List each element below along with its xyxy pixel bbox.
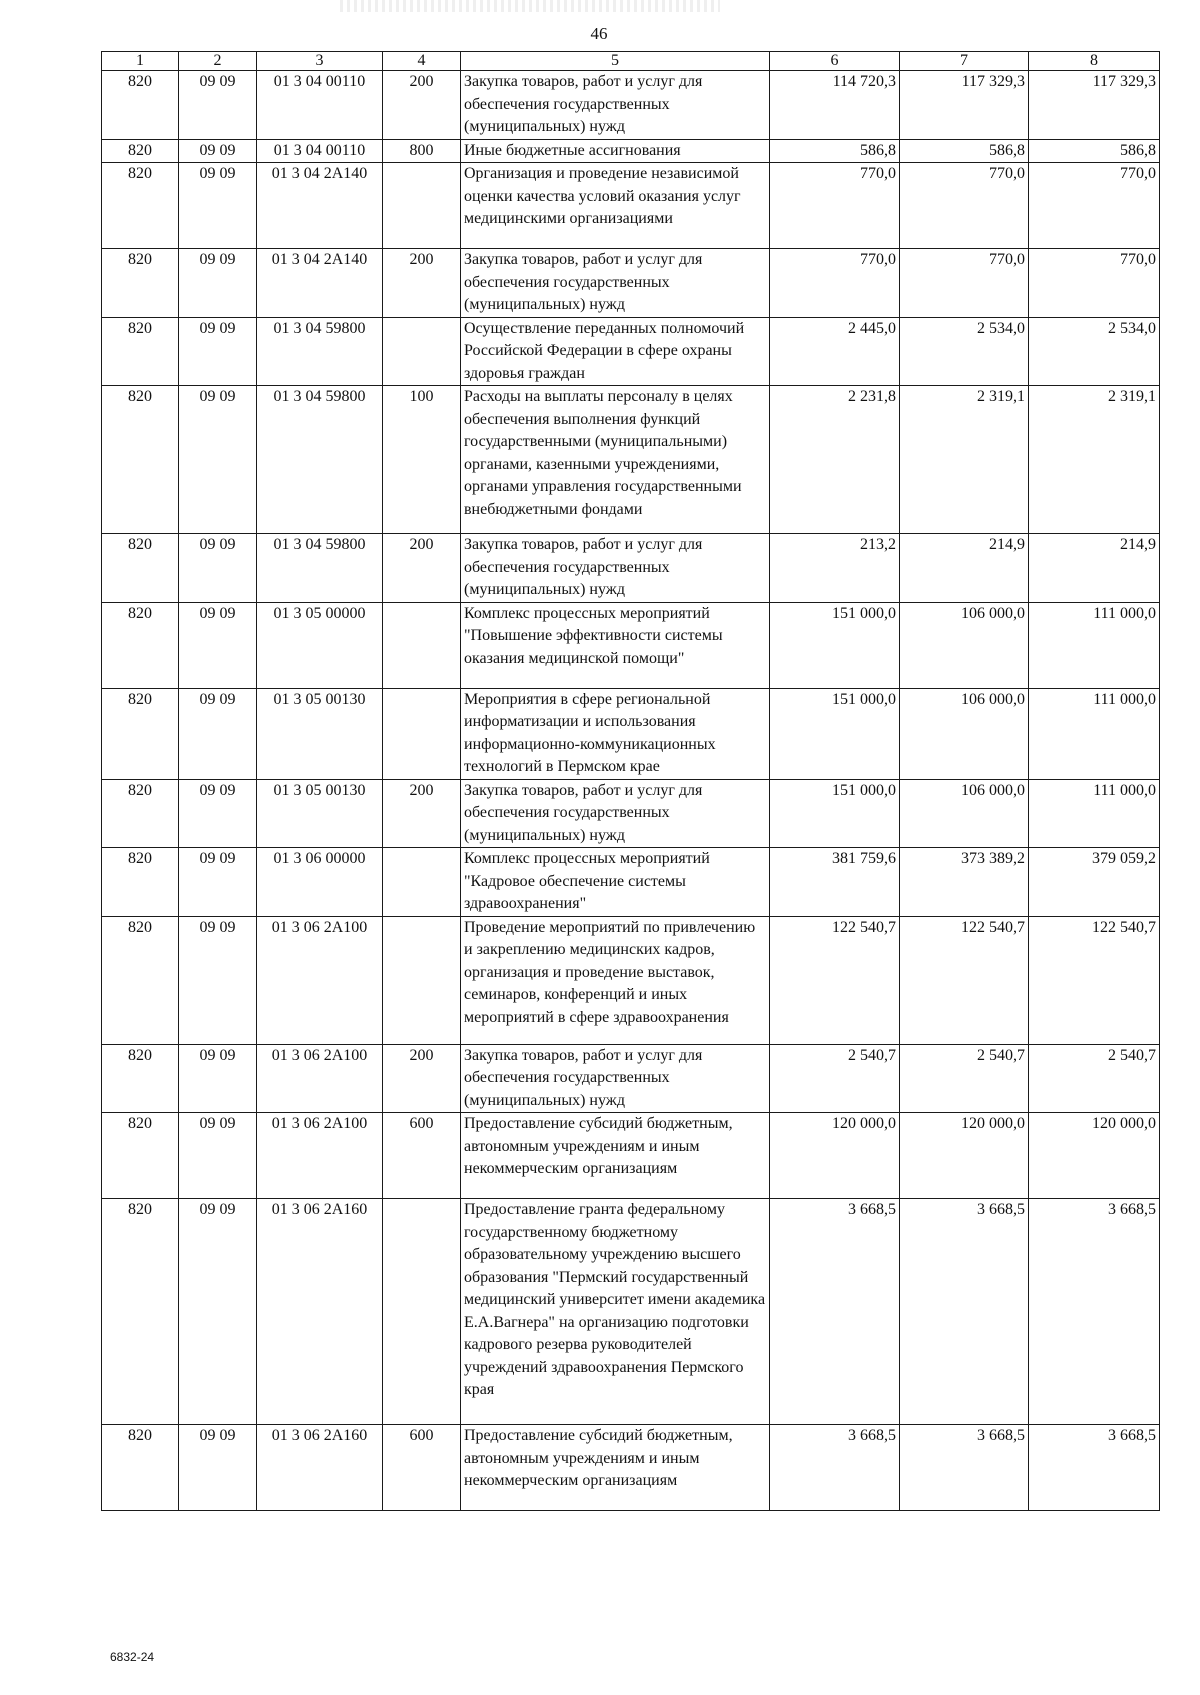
- cell-target-article: 01 3 04 59800: [257, 534, 383, 603]
- cell-target-article: 01 3 06 00000: [257, 848, 383, 917]
- cell-section-code: 09 09: [179, 1044, 257, 1113]
- cell-amount-year-3: 111 000,0: [1029, 602, 1160, 688]
- cell-description: Закупка товаров, работ и услуг для обеспечения государственных (муниципальных) нужд: [461, 249, 770, 318]
- cell-expense-type: [383, 602, 461, 688]
- cell-amount-year-3: 379 059,2: [1029, 848, 1160, 917]
- cell-amount-year-2: 373 389,2: [900, 848, 1029, 917]
- cell-expense-type: [383, 1199, 461, 1425]
- cell-ministry-code: 820: [102, 139, 179, 163]
- table-row: [102, 249, 1160, 318]
- cell-expense-type: [383, 848, 461, 917]
- cell-section-code: 09 09: [179, 71, 257, 140]
- cell-ministry-code: 820: [102, 916, 179, 1044]
- column-number-header: [102, 52, 1160, 71]
- cell-expense-type: [383, 916, 461, 1044]
- cell-amount-year-3: 586,8: [1029, 139, 1160, 163]
- cell-target-article: 01 3 04 00110: [257, 71, 383, 140]
- cell-expense-type: 200: [383, 71, 461, 140]
- cell-section-code: 09 09: [179, 916, 257, 1044]
- cell-ministry-code: 820: [102, 386, 179, 534]
- table-row: [102, 602, 1160, 688]
- cell-amount-year-2: 770,0: [900, 163, 1029, 249]
- cell-expense-type: 800: [383, 139, 461, 163]
- column-header: 4: [383, 52, 461, 71]
- cell-ministry-code: 820: [102, 779, 179, 848]
- cell-expense-type: 600: [383, 1425, 461, 1511]
- cell-amount-year-2: 2 534,0: [900, 317, 1029, 386]
- cell-expense-type: 200: [383, 534, 461, 603]
- scan-noise: [340, 0, 720, 12]
- cell-amount-year-2: 117 329,3: [900, 71, 1029, 140]
- cell-amount-year-3: 122 540,7: [1029, 916, 1160, 1044]
- cell-description: Осуществление переданных полномочий Российской Федерации в сфере охраны здоровья граждан: [461, 317, 770, 386]
- cell-amount-year-3: 117 329,3: [1029, 71, 1160, 140]
- cell-target-article: 01 3 04 59800: [257, 317, 383, 386]
- cell-expense-type: [383, 163, 461, 249]
- cell-amount-year-3: 3 668,5: [1029, 1199, 1160, 1425]
- cell-amount-year-2: 214,9: [900, 534, 1029, 603]
- cell-amount-year-1: 2 231,8: [770, 386, 900, 534]
- column-header: 7: [900, 52, 1029, 71]
- cell-amount-year-1: 151 000,0: [770, 688, 900, 779]
- cell-target-article: 01 3 06 2А100: [257, 916, 383, 1044]
- column-header: 6: [770, 52, 900, 71]
- cell-amount-year-1: 122 540,7: [770, 916, 900, 1044]
- table-row: [102, 1199, 1160, 1425]
- cell-expense-type: 100: [383, 386, 461, 534]
- cell-amount-year-3: 3 668,5: [1029, 1425, 1160, 1511]
- table-row: [102, 71, 1160, 140]
- cell-description: Расходы на выплаты персоналу в целях обеспечения выполнения функций государственными (муниципальными) органами, казенными учреждениями, органами управления государственными внебюджетными фондами: [461, 386, 770, 534]
- cell-target-article: 01 3 05 00000: [257, 602, 383, 688]
- cell-ministry-code: 820: [102, 163, 179, 249]
- cell-amount-year-1: 151 000,0: [770, 602, 900, 688]
- page-number: 46: [590, 24, 608, 43]
- table-row: [102, 139, 1160, 163]
- table-row: [102, 163, 1160, 249]
- cell-expense-type: [383, 317, 461, 386]
- cell-amount-year-3: 120 000,0: [1029, 1113, 1160, 1199]
- cell-description: Организация и проведение независимой оценки качества условий оказания услуг медицинскими организациями: [461, 163, 770, 249]
- cell-description: Предоставление субсидий бюджетным, автономным учреждениям и иным некоммерческим организациям: [461, 1113, 770, 1199]
- cell-description: Комплекс процессных мероприятий "Кадровое обеспечение системы здравоохранения": [461, 848, 770, 917]
- cell-section-code: 09 09: [179, 1425, 257, 1511]
- cell-description: Иные бюджетные ассигнования: [461, 139, 770, 163]
- cell-amount-year-2: 2 540,7: [900, 1044, 1029, 1113]
- cell-amount-year-3: 111 000,0: [1029, 779, 1160, 848]
- table-body: [102, 71, 1160, 1511]
- cell-expense-type: [383, 688, 461, 779]
- cell-amount-year-1: 770,0: [770, 163, 900, 249]
- cell-description: Закупка товаров, работ и услуг для обеспечения государственных (муниципальных) нужд: [461, 1044, 770, 1113]
- cell-ministry-code: 820: [102, 1113, 179, 1199]
- cell-section-code: 09 09: [179, 317, 257, 386]
- cell-expense-type: 200: [383, 779, 461, 848]
- cell-amount-year-3: 2 540,7: [1029, 1044, 1160, 1113]
- cell-section-code: 09 09: [179, 1113, 257, 1199]
- cell-description: Предоставление гранта федеральному государственному бюджетному образовательному учреждению высшего образования "Пермский государственный медицинский университет имени академика Е.А.Вагнера" на организацию подготовки кадрового резерва руководителей учреждений здравоохранения Пермского края: [461, 1199, 770, 1425]
- cell-description: Закупка товаров, работ и услуг для обеспечения государственных (муниципальных) нужд: [461, 71, 770, 140]
- cell-amount-year-3: 2 319,1: [1029, 386, 1160, 534]
- cell-amount-year-2: 106 000,0: [900, 779, 1029, 848]
- cell-expense-type: 200: [383, 249, 461, 318]
- cell-target-article: 01 3 04 2А140: [257, 163, 383, 249]
- cell-section-code: 09 09: [179, 688, 257, 779]
- table-row: [102, 688, 1160, 779]
- cell-amount-year-1: 381 759,6: [770, 848, 900, 917]
- table-row: [102, 1044, 1160, 1113]
- cell-description: Предоставление субсидий бюджетным, автономным учреждениям и иным некоммерческим организациям: [461, 1425, 770, 1511]
- cell-target-article: 01 3 06 2А100: [257, 1044, 383, 1113]
- cell-description: Мероприятия в сфере региональной информатизации и использования информационно-коммуникационных технологий в Пермском крае: [461, 688, 770, 779]
- cell-target-article: 01 3 05 00130: [257, 779, 383, 848]
- cell-expense-type: 600: [383, 1113, 461, 1199]
- table-row: [102, 916, 1160, 1044]
- cell-amount-year-1: 213,2: [770, 534, 900, 603]
- cell-ministry-code: 820: [102, 249, 179, 318]
- column-header: 2: [179, 52, 257, 71]
- cell-amount-year-1: 114 720,3: [770, 71, 900, 140]
- cell-amount-year-3: 111 000,0: [1029, 688, 1160, 779]
- cell-ministry-code: 820: [102, 848, 179, 917]
- cell-target-article: 01 3 04 59800: [257, 386, 383, 534]
- cell-amount-year-1: 586,8: [770, 139, 900, 163]
- cell-section-code: 09 09: [179, 163, 257, 249]
- cell-description: Комплекс процессных мероприятий "Повышение эффективности системы оказания медицинской помощи": [461, 602, 770, 688]
- cell-section-code: 09 09: [179, 779, 257, 848]
- cell-ministry-code: 820: [102, 317, 179, 386]
- cell-amount-year-3: 214,9: [1029, 534, 1160, 603]
- column-header: 5: [461, 52, 770, 71]
- cell-amount-year-1: 151 000,0: [770, 779, 900, 848]
- cell-amount-year-2: 106 000,0: [900, 688, 1029, 779]
- cell-target-article: 01 3 06 2А160: [257, 1199, 383, 1425]
- cell-amount-year-2: 3 668,5: [900, 1199, 1029, 1425]
- cell-amount-year-3: 770,0: [1029, 249, 1160, 318]
- cell-section-code: 09 09: [179, 139, 257, 163]
- cell-section-code: 09 09: [179, 602, 257, 688]
- cell-section-code: 09 09: [179, 848, 257, 917]
- cell-amount-year-1: 2 540,7: [770, 1044, 900, 1113]
- table-row: [102, 534, 1160, 603]
- table-row: [102, 317, 1160, 386]
- cell-amount-year-2: 586,8: [900, 139, 1029, 163]
- cell-amount-year-2: 120 000,0: [900, 1113, 1029, 1199]
- cell-expense-type: 200: [383, 1044, 461, 1113]
- cell-amount-year-1: 120 000,0: [770, 1113, 900, 1199]
- table-row: [102, 1425, 1160, 1511]
- cell-section-code: 09 09: [179, 249, 257, 318]
- cell-amount-year-2: 770,0: [900, 249, 1029, 318]
- cell-target-article: 01 3 06 2А160: [257, 1425, 383, 1511]
- budget-table: [101, 51, 1160, 1511]
- footer-code: 6832-24: [110, 1650, 155, 1664]
- table-row: [102, 848, 1160, 917]
- column-header: 8: [1029, 52, 1160, 71]
- cell-amount-year-2: 106 000,0: [900, 602, 1029, 688]
- cell-description: Закупка товаров, работ и услуг для обеспечения государственных (муниципальных) нужд: [461, 534, 770, 603]
- cell-target-article: 01 3 05 00130: [257, 688, 383, 779]
- column-header: 1: [102, 52, 179, 71]
- cell-amount-year-1: 3 668,5: [770, 1199, 900, 1425]
- cell-target-article: 01 3 04 00110: [257, 139, 383, 163]
- cell-description: Закупка товаров, работ и услуг для обеспечения государственных (муниципальных) нужд: [461, 779, 770, 848]
- cell-section-code: 09 09: [179, 1199, 257, 1425]
- cell-description: Проведение мероприятий по привлечению и закреплению медицинских кадров, организация и проведение выставок, семинаров, конференций и иных мероприятий в сфере здравоохранения: [461, 916, 770, 1044]
- cell-amount-year-2: 3 668,5: [900, 1425, 1029, 1511]
- cell-amount-year-3: 770,0: [1029, 163, 1160, 249]
- cell-ministry-code: 820: [102, 534, 179, 603]
- cell-ministry-code: 820: [102, 71, 179, 140]
- cell-ministry-code: 820: [102, 1425, 179, 1511]
- cell-section-code: 09 09: [179, 534, 257, 603]
- cell-amount-year-1: 2 445,0: [770, 317, 900, 386]
- cell-ministry-code: 820: [102, 602, 179, 688]
- cell-amount-year-3: 2 534,0: [1029, 317, 1160, 386]
- cell-amount-year-2: 2 319,1: [900, 386, 1029, 534]
- cell-ministry-code: 820: [102, 1199, 179, 1425]
- table-row: [102, 1113, 1160, 1199]
- column-header: 3: [257, 52, 383, 71]
- cell-ministry-code: 820: [102, 688, 179, 779]
- cell-target-article: 01 3 04 2А140: [257, 249, 383, 318]
- cell-amount-year-1: 770,0: [770, 249, 900, 318]
- table-row: [102, 779, 1160, 848]
- table-row: [102, 386, 1160, 534]
- cell-ministry-code: 820: [102, 1044, 179, 1113]
- cell-amount-year-2: 122 540,7: [900, 916, 1029, 1044]
- cell-amount-year-1: 3 668,5: [770, 1425, 900, 1511]
- cell-section-code: 09 09: [179, 386, 257, 534]
- cell-target-article: 01 3 06 2А100: [257, 1113, 383, 1199]
